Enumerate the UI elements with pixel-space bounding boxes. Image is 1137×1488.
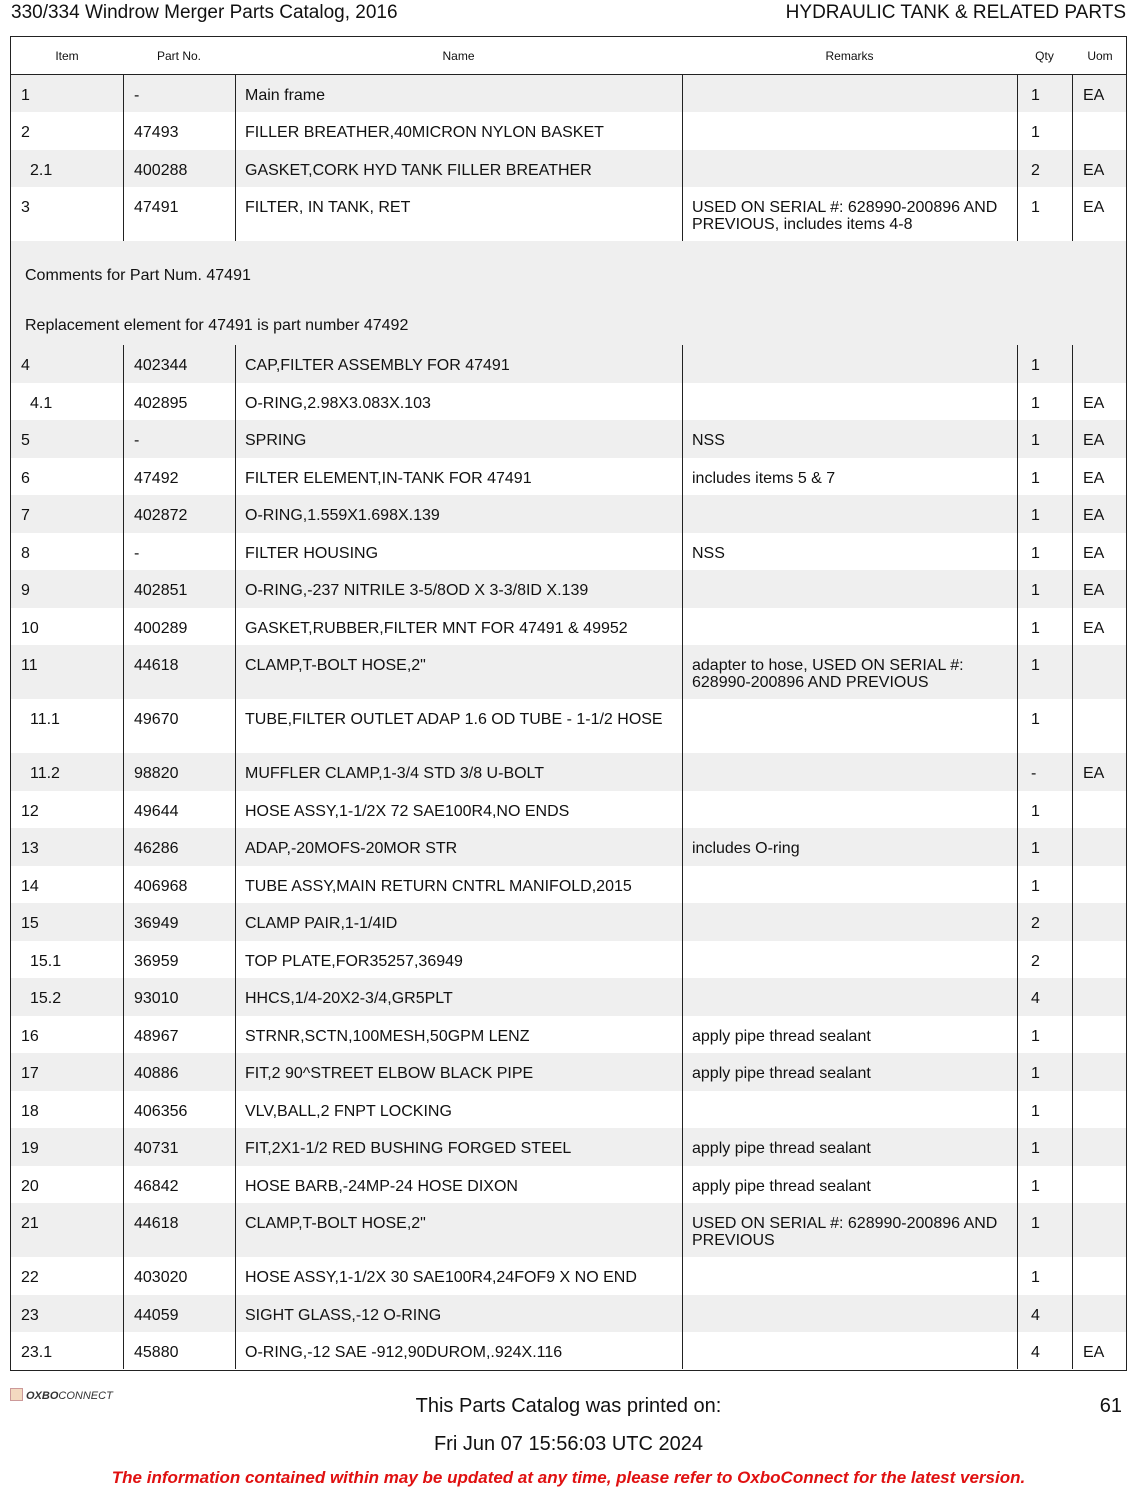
cell-uom: EA [1072,608,1128,645]
table-row [11,75,1126,112]
cell-item: 8 [21,545,30,562]
cell-item: 1 [21,87,30,104]
catalog-title: 330/334 Windrow Merger Parts Catalog, 2016 [11,2,398,23]
cell-qty: 4 [1017,1332,1072,1369]
cell-name: VLV,BALL,2 FNPT LOCKING [235,1091,682,1128]
cell-remarks: USED ON SERIAL #: 628990-200896 AND PREVIOUS [682,1203,1017,1257]
cell-uom [1072,1295,1128,1332]
cell-item: 7 [21,507,30,524]
cell-item: 20 [21,1178,39,1195]
cell-item: 23 [21,1307,39,1324]
cell-qty: 1 [1017,420,1072,458]
cell-name: HOSE ASSY,1-1/2X 72 SAE100R4,NO ENDS [235,791,682,828]
cell-remarks [682,345,1017,383]
cell-remarks [682,75,1017,112]
cell-remarks: apply pipe thread sealant [682,1053,1017,1091]
cell-name: MUFFLER CLAMP,1-3/4 STD 3/8 U-BOLT [235,753,682,791]
cell-qty: 1 [1017,187,1072,241]
page-number: 61 [1099,1395,1122,1417]
table-row [11,112,1126,150]
cell-qty: 1 [1017,383,1072,420]
cell-item: 11 [21,657,38,674]
cell-name: O-RING,-237 NITRILE 3-5/8OD X 3-3/8ID X.139 [235,570,682,608]
cell-part-no: 44618 [123,645,235,699]
cell-part-no: 45880 [123,1332,235,1369]
cell-remarks [682,1257,1017,1295]
cell-uom: EA [1072,458,1128,495]
cell-remarks [682,1091,1017,1128]
cell-item: 16 [21,1028,39,1045]
table-row [11,1295,1126,1332]
cell-remarks [682,608,1017,645]
cell-name: O-RING,2.98X3.083X.103 [235,383,682,420]
table-row [11,458,1126,495]
cell-uom [1072,112,1128,150]
cell-item: 17 [21,1065,39,1082]
cell-uom [1072,1257,1128,1295]
printed-date: Fri Jun 07 15:56:03 UTC 2024 [433,1433,704,1455]
cell-qty: 1 [1017,828,1072,866]
table-row [11,866,1126,903]
cell-item: 2.1 [30,162,53,179]
cell-remarks [682,753,1017,791]
cell-name: ADAP,-20MOFS-20MOR STR [235,828,682,866]
cell-uom: EA [1072,187,1128,241]
cell-uom [1072,1128,1128,1166]
column-header-name: Name [442,49,475,63]
cell-item: 15.2 [30,990,62,1007]
cell-remarks: NSS [682,420,1017,458]
cell-remarks [682,1295,1017,1332]
cell-qty: 1 [1017,608,1072,645]
cell-qty: 2 [1017,941,1072,978]
table-row [11,570,1126,608]
cell-name: CLAMP,T-BOLT HOSE,2" [235,1203,682,1257]
cell-item: 4 [21,357,30,374]
cell-remarks: NSS [682,533,1017,570]
cell-remarks: includes items 5 & 7 [682,458,1017,495]
cell-item: 12 [21,803,39,820]
cell-part-no: 49670 [123,699,235,753]
cell-item: 11.2 [30,765,60,782]
cell-name: TOP PLATE,FOR35257,36949 [235,941,682,978]
cell-uom [1072,1203,1128,1257]
cell-uom: EA [1072,150,1128,187]
cell-part-no: 47491 [123,187,235,241]
cell-item: 10 [21,620,39,637]
column-header-part-no: Part No. [156,49,201,63]
cell-item: 5 [21,432,30,449]
table-row [11,345,1126,383]
cell-uom [1072,645,1128,699]
cell-uom [1072,866,1128,903]
cell-name: CLAMP PAIR,1-1/4ID [235,903,682,941]
cell-remarks [682,1332,1017,1369]
cell-part-no: 48967 [123,1016,235,1053]
cell-item: 22 [21,1269,39,1286]
cell-part-no: 406968 [123,866,235,903]
cell-name: HOSE BARB,-24MP-24 HOSE DIXON [235,1166,682,1203]
cell-part-no: 44059 [123,1295,235,1332]
cell-name: O-RING,1.559X1.698X.139 [235,495,682,533]
cell-name: CAP,FILTER ASSEMBLY FOR 47491 [235,345,682,383]
cell-name: HOSE ASSY,1-1/2X 30 SAE100R4,24FOF9 X NO END [235,1257,682,1295]
table-row [11,1332,1126,1369]
cell-qty: 2 [1017,903,1072,941]
table-row [11,1016,1126,1053]
cell-qty: 1 [1017,1203,1072,1257]
cell-qty: 1 [1017,1091,1072,1128]
cell-part-no: 40886 [123,1053,235,1091]
cell-name: FILTER HOUSING [235,533,682,570]
logo-text: CONNECT [58,1390,113,1402]
comment-body: Replacement element for 47491 is part number 47492 [25,317,409,334]
cell-qty: 1 [1017,1257,1072,1295]
table-row [11,903,1126,941]
cell-qty: 1 [1017,1016,1072,1053]
cell-part-no: - [123,420,235,458]
cell-name: TUBE,FILTER OUTLET ADAP 1.6 OD TUBE - 1-1/2 HOSE [235,699,682,753]
table-header [11,37,1126,75]
cell-name: STRNR,SCTN,100MESH,50GPM LENZ [235,1016,682,1053]
cell-part-no: 406356 [123,1091,235,1128]
cell-uom [1072,903,1128,941]
cell-item: 2 [21,124,30,141]
cell-remarks [682,978,1017,1016]
cell-uom: EA [1072,383,1128,420]
table-row [11,645,1126,699]
table-row [11,608,1126,645]
cell-name: CLAMP,T-BOLT HOSE,2" [235,645,682,699]
cell-part-no: 403020 [123,1257,235,1295]
cell-part-no: 400289 [123,608,235,645]
cell-part-no: 44618 [123,1203,235,1257]
cell-remarks [682,941,1017,978]
table-row [11,1203,1126,1257]
cell-remarks [682,495,1017,533]
column-header-qty: Qty [1035,49,1054,63]
cell-name: FILTER ELEMENT,IN-TANK FOR 47491 [235,458,682,495]
cell-item: 21 [21,1215,39,1232]
section-title: HYDRAULIC TANK & RELATED PARTS [785,2,1126,23]
cell-uom [1072,1016,1128,1053]
cell-part-no: 402344 [123,345,235,383]
cell-qty: 1 [1017,570,1072,608]
cell-part-no: 36959 [123,941,235,978]
cell-name: HHCS,1/4-20X2-3/4,GR5PLT [235,978,682,1016]
table-row [11,495,1126,533]
column-header-uom: Uom [1087,49,1113,63]
cell-part-no: 47492 [123,458,235,495]
cell-part-no: 98820 [123,753,235,791]
cell-qty: - [1017,753,1072,791]
cell-qty: 1 [1017,458,1072,495]
cell-name: FILLER BREATHER,40MICRON NYLON BASKET [235,112,682,150]
cell-part-no: - [123,533,235,570]
cell-item: 23.1 [21,1344,53,1361]
cell-qty: 1 [1017,1053,1072,1091]
cell-item: 4.1 [30,395,53,412]
parts-table [10,36,1127,1371]
cell-remarks: includes O-ring [682,828,1017,866]
cell-uom [1072,1091,1128,1128]
table-row [11,941,1126,978]
table-row [11,1257,1126,1295]
cell-uom: EA [1072,533,1128,570]
cell-item: 15 [21,915,39,932]
cell-remarks: apply pipe thread sealant [682,1166,1017,1203]
cell-part-no: 36949 [123,903,235,941]
cell-item: 9 [21,582,30,599]
cell-qty: 4 [1017,1295,1072,1332]
cell-uom: EA [1072,420,1128,458]
cell-name: Main frame [235,75,682,112]
cell-name: FIT,2X1-1/2 RED BUSHING FORGED STEEL [235,1128,682,1166]
column-header-remarks: Remarks [825,49,874,63]
cell-qty: 2 [1017,150,1072,187]
table-row [11,383,1126,420]
table-row [11,828,1126,866]
cell-uom [1072,1166,1128,1203]
cell-uom: EA [1072,570,1128,608]
cell-name: TUBE ASSY,MAIN RETURN CNTRL MANIFOLD,2015 [235,866,682,903]
cell-part-no: - [123,75,235,112]
logo-bold-text: OXBO [26,1390,59,1402]
cell-remarks [682,150,1017,187]
cell-item: 14 [21,878,39,895]
table-row [11,978,1126,1016]
cell-name: GASKET,CORK HYD TANK FILLER BREATHER [235,150,682,187]
cell-item: 19 [21,1140,39,1157]
cell-uom: EA [1072,753,1128,791]
comment-title: Comments for Part Num. 47491 [25,267,251,284]
cell-part-no: 46286 [123,828,235,866]
cell-remarks [682,903,1017,941]
cell-uom [1072,791,1128,828]
cell-qty: 1 [1017,791,1072,828]
cell-part-no: 49644 [123,791,235,828]
cell-item: 13 [21,840,39,857]
cell-part-no: 47493 [123,112,235,150]
cell-part-no: 400288 [123,150,235,187]
table-row [11,1091,1126,1128]
cell-remarks [682,791,1017,828]
cell-qty: 1 [1017,345,1072,383]
cell-qty: 1 [1017,112,1072,150]
table-row [11,1053,1126,1091]
cell-name: SPRING [235,420,682,458]
cell-uom: EA [1072,495,1128,533]
cell-part-no: 402872 [123,495,235,533]
cell-remarks: apply pipe thread sealant [682,1016,1017,1053]
cell-name: FIT,2 90^STREET ELBOW BLACK PIPE [235,1053,682,1091]
cell-item: 11.1 [30,711,60,728]
table-row [11,187,1126,241]
cell-remarks [682,866,1017,903]
table-row [11,1166,1126,1203]
cell-item: 3 [21,199,30,216]
table-row [11,753,1126,791]
cell-remarks [682,699,1017,753]
part-comment [11,241,1126,345]
cell-item: 18 [21,1103,39,1120]
printed-on-label: This Parts Catalog was printed on: [415,1395,722,1417]
cell-name: O-RING,-12 SAE -912,90DUROM,.924X.116 [235,1332,682,1369]
cell-uom [1072,1053,1128,1091]
table-row [11,791,1126,828]
cell-qty: 1 [1017,533,1072,570]
table-row [11,699,1126,753]
cell-part-no: 93010 [123,978,235,1016]
cell-part-no: 40731 [123,1128,235,1166]
cell-qty: 4 [1017,978,1072,1016]
cell-uom [1072,345,1128,383]
cell-uom: EA [1072,1332,1128,1369]
cell-qty: 1 [1017,75,1072,112]
table-row [11,1128,1126,1166]
cell-part-no: 402851 [123,570,235,608]
cell-qty: 1 [1017,495,1072,533]
disclaimer-notice: The information contained within may be updated at any time, please refer to OxboConnect for the latest version. [111,1468,1026,1487]
table-row [11,420,1126,458]
cell-name: FILTER, IN TANK, RET [235,187,682,241]
cell-part-no: 46842 [123,1166,235,1203]
cell-name: SIGHT GLASS,-12 O-RING [235,1295,682,1332]
cell-qty: 1 [1017,645,1072,699]
cell-uom [1072,828,1128,866]
cell-qty: 1 [1017,1166,1072,1203]
cell-remarks: adapter to hose, USED ON SERIAL #: 628990-200896 AND PREVIOUS [682,645,1017,699]
cell-part-no: 402895 [123,383,235,420]
cell-qty: 1 [1017,699,1072,753]
cell-uom: EA [1072,75,1128,112]
cell-remarks [682,112,1017,150]
cell-item: 6 [21,470,30,487]
cell-name: GASKET,RUBBER,FILTER MNT FOR 47491 & 49952 [235,608,682,645]
cell-remarks: apply pipe thread sealant [682,1128,1017,1166]
cell-qty: 1 [1017,1128,1072,1166]
cell-uom [1072,941,1128,978]
cell-remarks: USED ON SERIAL #: 628990-200896 AND PREVIOUS, includes items 4-8 [682,187,1017,241]
cell-remarks [682,383,1017,420]
table-row [11,150,1126,187]
table-body [11,75,1126,1369]
column-header-item: Item [55,49,79,63]
cell-remarks [682,570,1017,608]
cell-uom [1072,699,1128,753]
cell-item: 15.1 [30,953,62,970]
table-row [11,533,1126,570]
cell-uom [1072,978,1128,1016]
cell-qty: 1 [1017,866,1072,903]
